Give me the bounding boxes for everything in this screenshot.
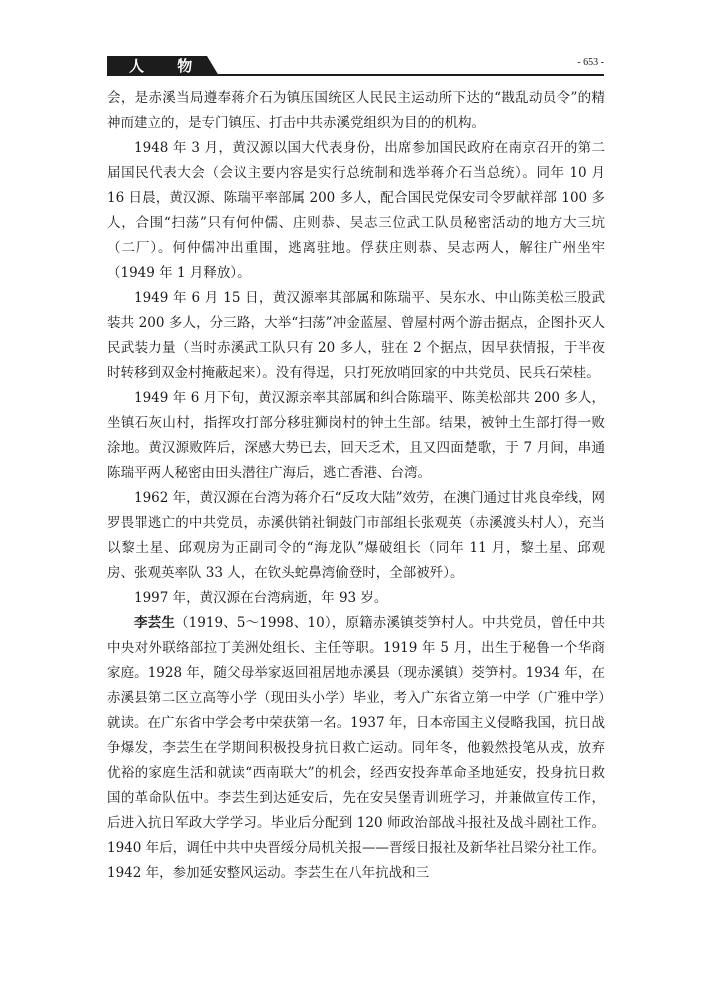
paragraph-1997: 1997 年，黄汉源在台湾病逝，年 93 岁。 — [134, 590, 388, 606]
page-header — [107, 56, 604, 76]
biography-text: （1919、5～1998、10），原籍赤溪镇茭笋村人。中共党员，曾任中共中央对外联络部拉丁美洲处组长、主任等职。1919 年 5 月，出生于秘鲁一个华商家庭。1928 年，随父母举家返回祖居地赤溪县（现赤溪镇）茭笋村。1934 年，在赤溪县第二区立高等小学（现田头小学）毕业，考入广东省立第一中学（广雅中学）就读。在广东省中学会考中荣获第一名。1937 年，日本帝国主义侵略我国，抗日战争爆发，李芸生在学期间积极投身抗日救亡运动。同年冬，他毅然投笔从戎，放弃优裕的家庭生活和就读“西南联大”的机会，经西安投奔革命圣地延安，投身抗日救国的革命队伍中。李芸生到达延安后，先在安吴堡青训班学习，并兼做宣传工作，后进入抗日军政大学学习。毕业后分配到 120 师政治部战斗报社及战斗剧社工作。1940 年后，调任中共中央晋绥分局机关报——晋绥日报社及新华社吕梁分社工作。1942 年，参加延安整风运动。李芸生在八年抗战和三 — [107, 615, 606, 881]
biography-name: 李芸生 — [134, 615, 176, 631]
header-rule — [207, 74, 604, 76]
section-title: 人 物 — [129, 57, 207, 75]
paragraph-1949-late-june: 1949 年 6 月下旬，黄汉源亲率其部属和纠合陈瑞平、陈美松部共 200 多人，坐镇石灰山村，指挥攻打部分移驻狮岗村的钟土生部。结果，被钟土生部打得一败涂地。黄汉源败阵后，深感大势已去，回天乏术，且又四面楚歌，于 7 月间，串通陈瑞平两人秘密由田头潜往广海后，逃亡香港、台湾。 — [107, 390, 605, 481]
paragraph-1949-june-15: 1949 年 6 月 15 日，黄汉源率其部属和陈瑞平、吴东水、中山陈美松三股武装共 200 多人，分三路，大举“扫荡”冲金蓝屋、曾屋村两个游击据点，企图扑灭人民武装力量（当时赤溪武工队只有 20 多人，驻在 2 个据点，因早获情报，于半夜时转移到双金村掩蔽起来）。没有得逞，只打死放哨回家的中共党员、民兵石荣桂。 — [107, 290, 605, 381]
page-body — [107, 86, 605, 886]
paragraph-continuation: 会，是赤溪当局遵奉蒋介石为镇压国统区人民民主运动所下达的“戡乱动员令”的精神而建立的，是专门镇压、打击中共赤溪党组织为目的的机构。 — [107, 90, 605, 131]
page-number: - 653 - — [577, 57, 604, 68]
paragraph-1962: 1962 年，黄汉源在台湾为蒋介石“反攻大陆”效劳，在澳门通过甘兆良牵线，网罗畏罪逃亡的中共党员，赤溪供销社铜鼓门市部组长张观英（赤溪渡头村人），充当以黎土星、邱观房为正副司令的“海龙队”爆破组长（同年 11 月，黎土星、邱观房、张观英率队 33 人，在钦头蛇鼻湾偷登时，全部被歼）。 — [107, 490, 605, 581]
paragraph-1948: 1948 年 3 月，黄汉源以国大代表身份，出席参加国民政府在南京召开的第二届国民代表大会（会议主要内容是实行总统制和选举蒋介石当总统）。同年 10 月 16 日晨，黄汉源、陈瑞平率部属 200 多人，配合国民党保安司令罗献祥部 100 多人，合围“扫荡”只有何仲儒、庄则恭、吴志三位武工队员秘密活动的地方大三坑（二厂）。何仲儒冲出重围，逃离驻地。俘获庄则恭、吴志两人，解往广州坐牢（1949 年 1 月释放）。 — [107, 140, 605, 281]
biography-paragraph — [107, 611, 605, 886]
